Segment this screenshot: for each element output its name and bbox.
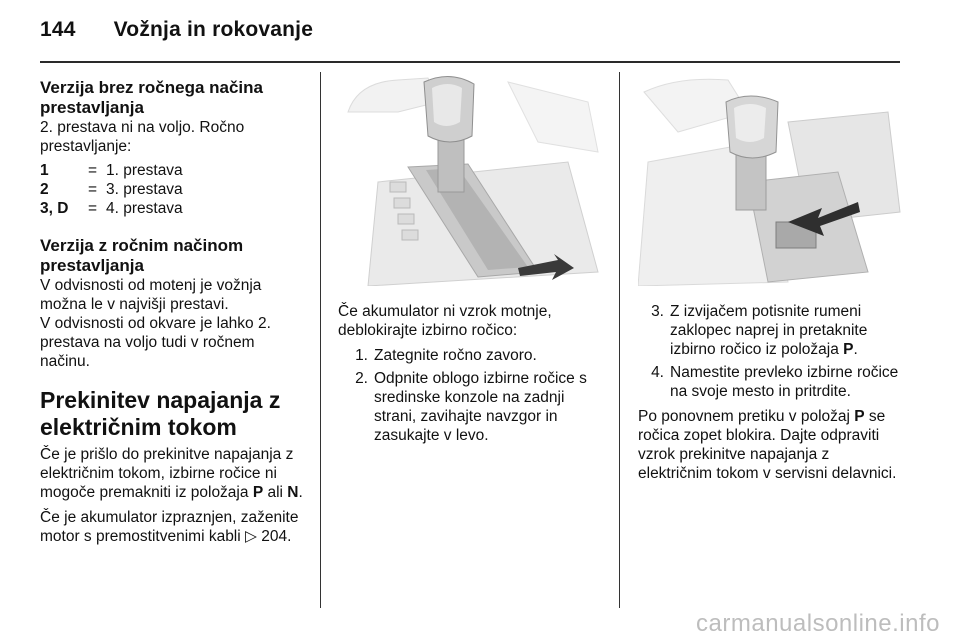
section-text-manual-b: V odvisnosti od okvare je lahko 2. prestava na voljo tudi v ročnem načinu. xyxy=(40,315,271,370)
watermark: carmanualsonline.info xyxy=(696,610,940,637)
page-header xyxy=(40,18,313,42)
section-title-manual: Verzija z ročnim načinom prestavljanja xyxy=(40,236,244,275)
list-item: 1. Zategnite ročno zavoro. xyxy=(355,347,537,364)
header-rule xyxy=(40,61,900,63)
list-item: 3. Z izvijačem potisnite rumeni zaklopec naprej in pretaknite izbirno ročico iz položaja P. xyxy=(651,303,868,358)
gear-eq: = xyxy=(88,181,98,198)
gear-key: 2 xyxy=(40,181,49,198)
section-title-power-loss: Prekinitev napajanja z električnim tokom xyxy=(40,387,281,440)
shift-lock-illustration xyxy=(638,72,902,286)
gear-row xyxy=(40,199,308,218)
battery-paragraph: Če je akumulator izpraznjen, zaženite motor s premostitvenimi kabli ▷ 204. xyxy=(40,509,299,545)
gear-value: 4. prestava xyxy=(106,200,183,217)
section-title-no-manual: Verzija brez ročnega načina prestavljanja xyxy=(40,78,263,117)
page-reference-icon: ▷ xyxy=(245,528,257,545)
list-item: 4. Namestite prevleko izbirne ročice na svoje mesto in pritrdite. xyxy=(651,364,899,400)
list-item: 2. Odpnite oblogo izbirne ročice s sredinske konzole na zadnji strani, zavihajte navzgor in zasukajte v levo. xyxy=(355,370,587,444)
gear-value: 1. prestava xyxy=(106,162,183,179)
power-loss-paragraph: Če je prišlo do prekinitve napajanja z električnim tokom, izbirne ročice ni mogoče premakniti iz položaja P ali N. xyxy=(40,446,303,501)
gear-lever-illustration xyxy=(338,72,602,286)
gear-row xyxy=(40,180,308,199)
gear-key: 1 xyxy=(40,162,49,179)
page-number: 144 xyxy=(40,18,76,41)
gear-key: 3, D xyxy=(40,200,69,217)
column-divider-right xyxy=(619,72,620,608)
gear-eq: = xyxy=(88,200,98,217)
gear-eq: = xyxy=(88,162,98,179)
relock-paragraph: Po ponovnem pretiku v položaj P se ročica zopet blokira. Dajte odpraviti vzrok prekinitve napajanja z električnim tokom v servisni delavnici. xyxy=(638,408,897,482)
gear-value: 3. prestava xyxy=(106,181,183,198)
chapter-title: Vožnja in rokovanje xyxy=(113,18,314,41)
column-middle xyxy=(338,302,606,449)
column-divider-left xyxy=(320,72,321,608)
column-right xyxy=(638,302,904,483)
gear-row xyxy=(40,161,308,180)
section-text-no-manual: 2. prestava ni na voljo. Ročno prestavljanje: xyxy=(40,119,245,155)
page-reference: 204. xyxy=(261,528,292,545)
steps-list xyxy=(338,346,606,445)
column-left xyxy=(40,78,308,546)
steps-list-continued xyxy=(638,302,904,401)
intro-text: Če akumulator ni vzrok motnje, deblokirajte izbirno ročico: xyxy=(338,303,552,339)
section-text-manual-a: V odvisnosti od motenj je vožnja možna le v najvišji prestavi. xyxy=(40,277,262,313)
